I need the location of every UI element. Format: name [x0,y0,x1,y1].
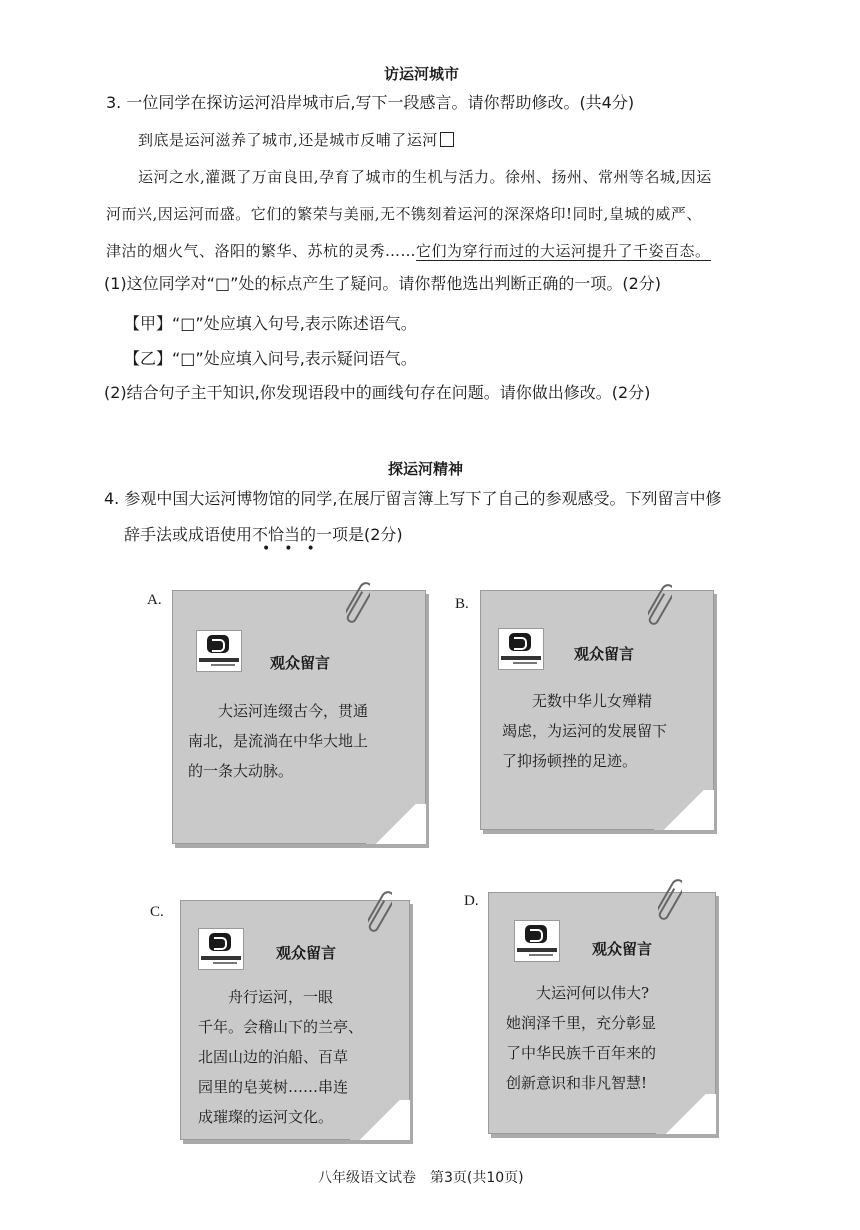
page-footer: 八年级语文试卷 第3页(共10页) [318,1170,524,1186]
question-4-stem-line-1: 4. 参观中国大运河博物馆的同学,在展厅留言簿上写下了自己的参观感受。下列留言中修 [104,489,722,508]
note-text: 大运河何以伟大? 她润泽千里，充分彰显 了中华民族千百年来的 创新意识和非凡智慧! [506,984,657,1092]
note-text: 大运河连缀古今，贯通 南北，是流淌在中华大地上 的一条大动脉。 [188,702,369,780]
option-label-d: D. [464,893,479,909]
note-title: 观众留言 [276,944,337,962]
passage-heading [138,122,454,158]
sub-question-1: (1)这位同学对“□”处的标点产生了疑问。请你帮他选出判断正确的一项。(2分) [104,274,662,293]
sub-question-2: (2)结合句子主干知识,你发现语段中的画线句存在问题。请你做出修改。(2分) [104,383,651,402]
question-4-stem-line-2: 辞手法或成语使用不恰当的一项是(2分) [124,525,403,544]
museum-logo-icon [198,928,244,970]
paperclip-icon [648,577,672,633]
page-curl [656,1094,716,1134]
note-text: 无数中华儿女殚精 竭虑，为运河的发展留下 了抑扬顿挫的足迹。 [502,692,668,770]
paperclip-icon [368,884,392,940]
note-card-b [480,590,712,828]
option-label-a: A. [147,592,162,608]
passage-line-1: 运河之水,灌溉了万亩良田,孕育了城市的生机与活力。徐州、扬州、常州等名城,因运 [138,168,712,186]
option-label-c: C. [150,904,164,920]
page-curl [654,790,714,830]
note-card-a [172,590,424,842]
paperclip-icon [658,872,682,928]
note-title: 观众留言 [270,654,331,672]
passage-line-3-plain: 津沽的烟火气、洛阳的繁华、苏杭的灵秀…… [106,242,417,260]
passage-line-3 [106,233,711,269]
passage-line-2: 河而兴,因运河而盛。它们的繁荣与美丽,无不镌刻着运河的深深烙印!同时,皇城的威严、 [106,205,702,223]
section-title-visit-cities: 访运河城市 [384,65,460,83]
section-title-explore-spirit: 探运河精神 [388,460,464,478]
question-3-stem: 3. 一位同学在探访运河沿岸城市后,写下一段感言。请你帮助修改。(共4分) [106,93,635,112]
punctuation-box [440,132,454,147]
note-card-d [488,892,714,1132]
underlined-sentence: 它们为穿行而过的大运河提升了千姿百态。 [416,242,711,260]
option-jia: 【甲】“□”处应填入句号,表示陈述语气。 [124,314,417,333]
note-title: 观众留言 [574,645,635,663]
page-curl [366,804,426,844]
emphasis-dots: ••• [262,541,329,557]
museum-logo-icon [196,630,242,672]
paperclip-icon [346,575,370,631]
museum-logo-icon [498,628,544,670]
note-text: 舟行运河，一眼 千年。会稽山下的兰亭、 北固山边的泊船、百草 园里的皂荚树……串连 成璀璨的运河文化。 [198,988,364,1126]
passage-heading-text: 到底是运河滋养了城市,还是城市反哺了运河 [138,131,438,149]
note-title: 观众留言 [592,940,653,958]
museum-logo-icon [514,920,560,962]
option-label-b: B. [455,596,469,612]
option-yi: 【乙】“□”处应填入问号,表示疑问语气。 [124,349,417,368]
